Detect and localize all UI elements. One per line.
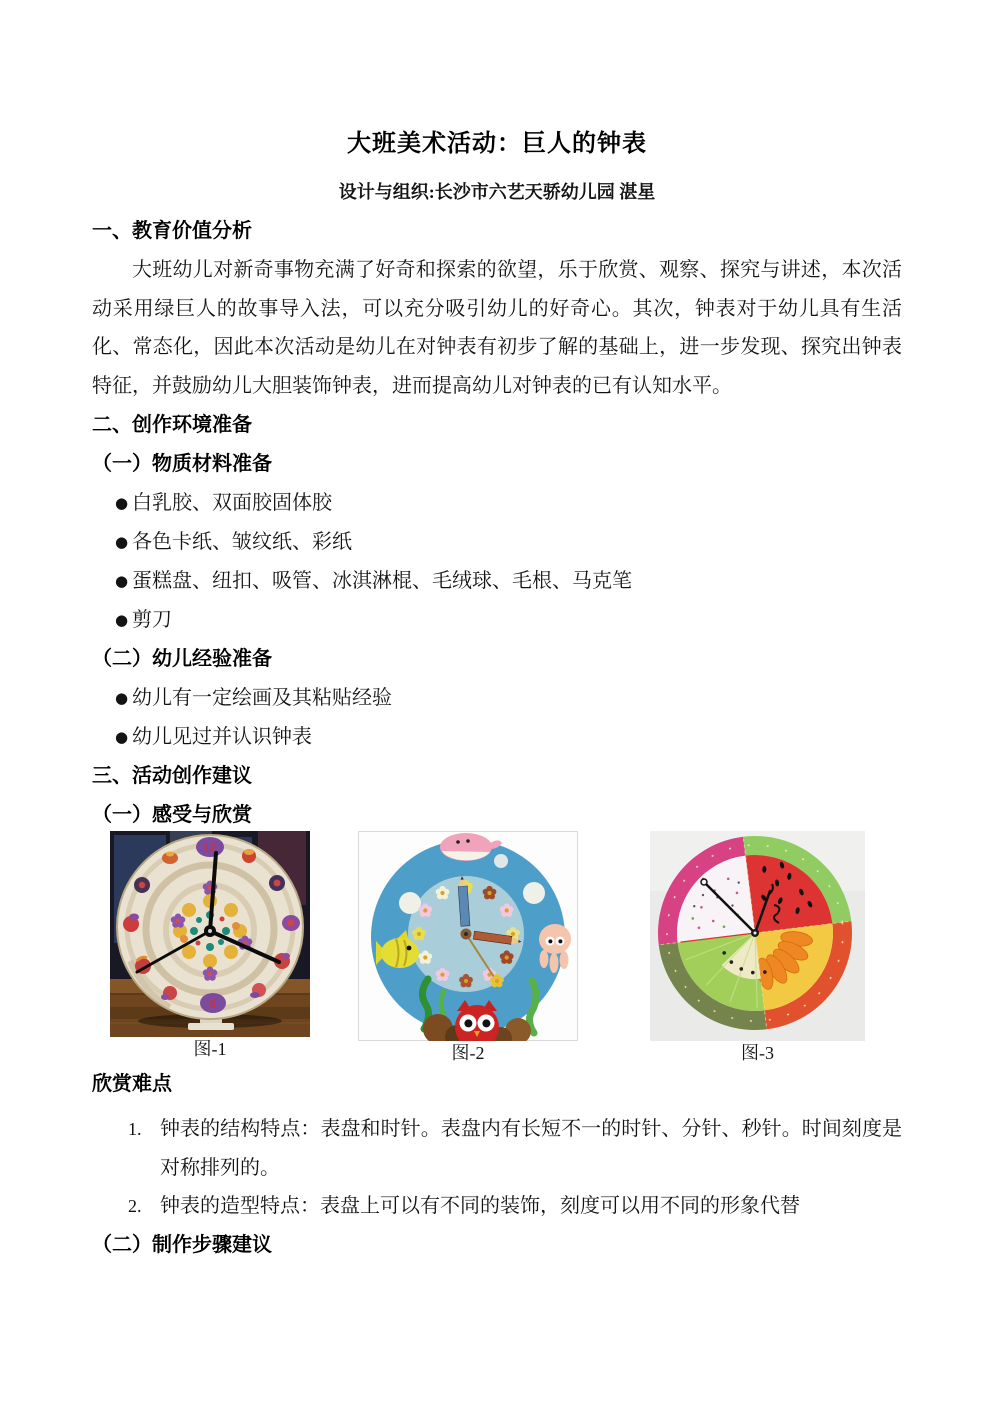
owl-decoration [455, 1000, 499, 1041]
list-item [115, 484, 902, 523]
figure-fruit-felt-clock [650, 831, 865, 1065]
section-1-paragraph: 大班幼儿对新奇事物充满了好奇和探索的欲望，乐于欣赏、观察、探究与讲述，本次活动采用绿巨人的故事导入法，可以充分吸引幼儿的好奇心。其次，钟表对于幼儿具有生活化、常态化，因此本次活动是幼儿在对钟表有初步了解的基础上，进一步发现、探究出钟表特征，并鼓励幼儿大胆装饰钟表，进而提高幼儿对钟表的已有认知水平。 [92, 259, 902, 398]
list-number: 2. [128, 1196, 142, 1217]
material-list [92, 484, 902, 640]
list-item [115, 718, 902, 757]
list-item [115, 523, 902, 562]
notes-heading: 欣赏难点 [92, 1072, 172, 1095]
squid-decoration [539, 924, 571, 973]
section-3-2-heading: （二）制作步骤建议 [92, 1233, 272, 1256]
section-1-heading: 一、教育价值分析 [92, 220, 252, 242]
list-item-text: 幼儿见过并认识钟表 [132, 725, 312, 748]
clock-number-6: 6 [209, 996, 217, 1011]
list-number: 1. [128, 1118, 142, 1139]
section-2-1-heading: （一）物质材料准备 [92, 452, 272, 475]
list-item-text: 各色卡纸、皱纹纸、彩纸 [132, 530, 352, 553]
section-3-heading: 三、活动创作建议 [92, 764, 252, 787]
bullet-icon: ● [115, 532, 129, 551]
list-item-text: 钟表的结构特点：表盘和时针。表盘内有长短不一的时针、分针、秒针。时间刻度是对称排列的。 [160, 1117, 902, 1179]
list-item [115, 562, 902, 601]
experience-list [92, 679, 902, 757]
byline: 设计与组织:长沙市六艺天骄幼儿园 湛星 [338, 182, 656, 202]
list-item-text: 白乳胶、双面胶固体胶 [132, 491, 332, 514]
clock-number-12: 12 [203, 840, 217, 855]
list-item-text: 幼儿有一定绘画及其粘贴经验 [132, 686, 392, 709]
section-3-1-heading: （一）感受与欣赏 [92, 803, 252, 826]
ocean-felt-clock-image [358, 831, 578, 1041]
clay-plate-clock-image [110, 831, 310, 1037]
bullet-icon: ● [115, 688, 129, 707]
list-item [92, 1110, 902, 1187]
notes-list [92, 1110, 902, 1226]
figure-clay-plate-clock [110, 831, 310, 1061]
figure-caption: 图-1 [193, 1038, 227, 1059]
page-title: 大班美术活动：巨人的钟表 [347, 130, 647, 157]
section-2-heading: 二、创作环境准备 [92, 413, 252, 436]
figure-ocean-felt-clock [358, 831, 578, 1065]
figure-caption: 图-2 [451, 1042, 485, 1063]
bullet-icon: ● [115, 493, 129, 512]
figure-caption: 图-3 [741, 1042, 774, 1063]
bullet-icon: ● [115, 727, 129, 746]
bullet-icon: ● [115, 610, 129, 629]
list-item [115, 679, 902, 718]
list-item-text: 剪刀 [132, 608, 172, 631]
list-item-text: 钟表的造型特点：表盘上可以有不同的装饰，刻度可以用不同的形象代替 [160, 1195, 800, 1218]
list-item [92, 1187, 902, 1226]
list-item [115, 601, 902, 640]
figure-row [92, 831, 902, 1065]
fruit-felt-clock-image [650, 831, 865, 1041]
list-item-text: 蛋糕盘、纽扣、吸管、冰淇淋棍、毛绒球、毛根、马克笔 [132, 569, 632, 592]
bullet-icon: ● [115, 571, 129, 590]
section-2-2-heading: （二）幼儿经验准备 [92, 647, 272, 670]
